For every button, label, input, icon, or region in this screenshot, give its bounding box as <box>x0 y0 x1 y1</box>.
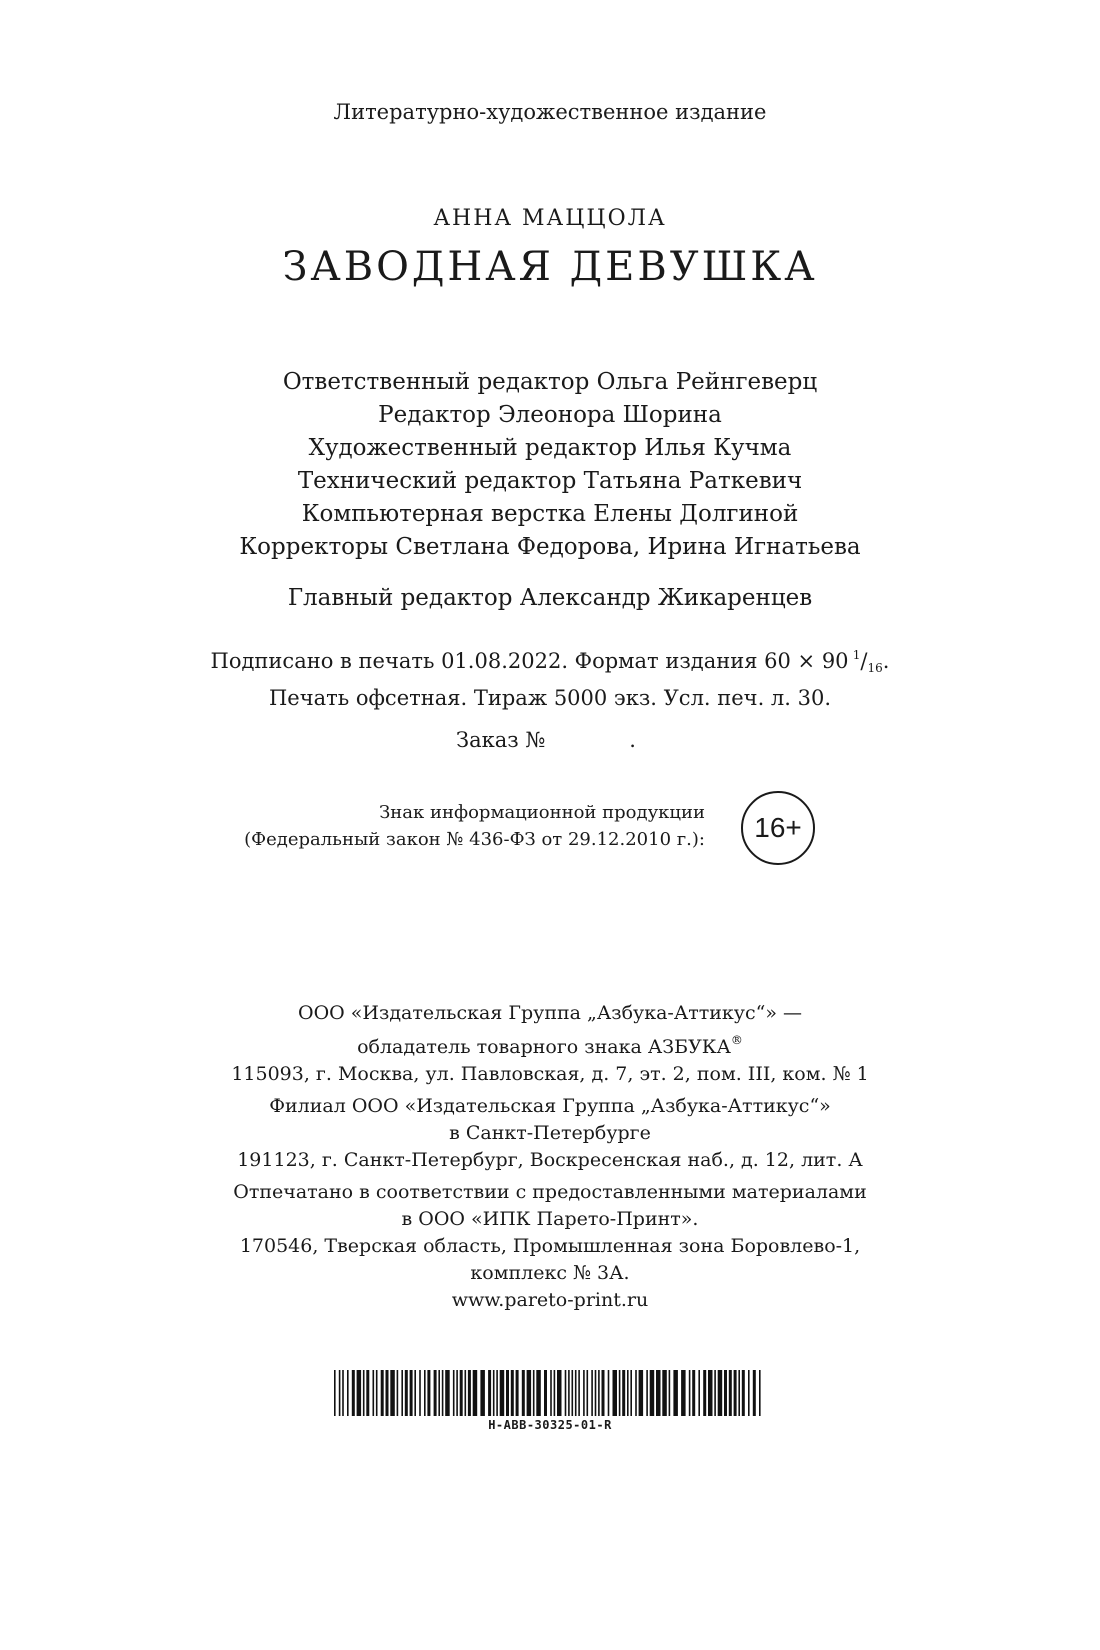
barcode-bar <box>445 1370 450 1416</box>
barcode-bar <box>557 1370 562 1416</box>
barcode-bar <box>619 1370 621 1416</box>
fraction-denominator: 16 <box>867 661 883 675</box>
barcode-bar <box>595 1370 597 1416</box>
staff-line: Технический редактор Татьяна Раткевич <box>297 468 803 494</box>
barcode <box>330 1370 770 1432</box>
barcode-bar <box>587 1370 589 1416</box>
barcode-bar <box>460 1370 463 1416</box>
printer-website: www.pareto-print.ru <box>451 1289 649 1311</box>
barcode-bar <box>639 1370 644 1416</box>
barcode-bar <box>347 1370 349 1416</box>
barcode-bar <box>342 1370 344 1416</box>
barcode-bar <box>339 1370 341 1416</box>
barcode-bar <box>669 1370 671 1416</box>
barcode-bar <box>689 1370 691 1416</box>
barcode-bar <box>646 1370 648 1416</box>
barcode-bar <box>734 1370 737 1416</box>
staff-line: Редактор Элеонора Шорина <box>378 402 722 428</box>
barcode-bar <box>714 1370 716 1416</box>
barcode-bar <box>493 1370 495 1416</box>
barcode-bar <box>390 1370 395 1416</box>
barcode-bar <box>718 1370 723 1416</box>
barcode-bar <box>681 1370 686 1416</box>
barcode-bar <box>366 1370 369 1416</box>
barcode-bar <box>575 1370 577 1416</box>
publisher-address: 115093, г. Москва, ул. Павловская, д. 7, эт. 2, пом. III, ком. № 1 <box>231 1063 869 1085</box>
barcode-bar <box>453 1370 455 1416</box>
barcode-bar <box>473 1370 478 1416</box>
barcode-bar <box>352 1370 355 1416</box>
barcode-bar <box>759 1370 761 1416</box>
printer-line: Отпечатано в соответствии с предоставленными материалами <box>233 1181 867 1203</box>
barcode-bar <box>724 1370 727 1416</box>
barcode-bar <box>536 1370 541 1416</box>
barcode-bar <box>692 1370 695 1416</box>
format-text: Подписано в печать 01.08.2022. Формат издания 60 × 90 <box>210 649 849 673</box>
chief-editor: Главный редактор Александр Жикаренцев <box>287 585 813 611</box>
barcode-bar <box>662 1370 667 1416</box>
barcode-bar <box>598 1370 600 1416</box>
age-rating-badge: 16+ <box>741 791 815 865</box>
barcode-bar <box>376 1370 378 1416</box>
barcode-bar <box>516 1370 519 1416</box>
barcode-bar <box>613 1370 618 1416</box>
barcode-text: H-ABB-30325-01-R <box>488 1418 612 1432</box>
barcode-bar <box>591 1370 593 1416</box>
barcode-bar <box>427 1370 430 1416</box>
fraction-numerator: 1 <box>852 648 861 662</box>
barcode-bar <box>748 1370 750 1416</box>
barcode-bar <box>729 1370 732 1416</box>
barcode-bar <box>434 1370 437 1416</box>
barcode-bar <box>608 1370 610 1416</box>
barcode-bar <box>583 1370 585 1416</box>
author-name: АННА МАЦЦОЛА <box>433 206 667 231</box>
publisher-line <box>0 1027 1100 1061</box>
printer-address: комплекс № 3А. <box>470 1262 630 1284</box>
printer-address: 170546, Тверская область, Промышленная зона Боровлево-1, <box>239 1235 861 1257</box>
barcode-bar <box>568 1370 570 1416</box>
barcode-bar <box>405 1370 408 1416</box>
barcode-bar <box>334 1370 336 1416</box>
barcode-bar <box>480 1370 485 1416</box>
barcode-bar <box>465 1370 467 1416</box>
barcode-bar <box>397 1370 399 1416</box>
barcode-bar <box>424 1370 426 1416</box>
barcode-bar <box>622 1370 625 1416</box>
barcode-bar <box>506 1370 509 1416</box>
print-line: Подписано в печать 01.08.2022. Формат издания 60 × 90 $^1/_{16}$. <box>210 648 890 675</box>
barcode-bar <box>511 1370 514 1416</box>
info-mark-line: (Федеральный закон № 436-ФЗ от 29.12.2010 г.): <box>244 829 705 850</box>
barcode-bar <box>673 1370 678 1416</box>
barcode-bar <box>753 1370 756 1416</box>
branch-address: 191123, г. Санкт-Петербург, Воскресенская наб., д. 12, лит. А <box>237 1149 863 1171</box>
barcode-bar <box>635 1370 637 1416</box>
staff-line: Художественный редактор Илья Кучма <box>308 435 792 461</box>
branch-line: в Санкт-Петербурге <box>449 1122 651 1144</box>
barcode-bar <box>456 1370 458 1416</box>
branch-line: Филиал ООО «Издательская Группа „Азбука-Аттикус“» <box>269 1095 831 1117</box>
info-mark-text <box>244 799 705 853</box>
barcode-bar <box>442 1370 444 1416</box>
barcode-bar <box>500 1370 505 1416</box>
staff-line: Ответственный редактор Ольга Рейнгеверц <box>282 369 818 395</box>
barcode-bar <box>627 1370 629 1416</box>
barcode-bar <box>708 1370 713 1416</box>
barcode-bar <box>550 1370 552 1416</box>
barcode-bar <box>572 1370 574 1416</box>
printer-line: в ООО «ИПК Парето-Принт». <box>401 1208 699 1230</box>
order-end: . <box>629 728 636 752</box>
barcode-bar <box>438 1370 440 1416</box>
barcode-bar <box>414 1370 416 1416</box>
barcode-bar <box>650 1370 655 1416</box>
staff-line: Корректоры Светлана Федорова, Ирина Игнатьева <box>239 534 861 560</box>
staff-list <box>0 366 1100 564</box>
barcode-bar <box>363 1370 365 1416</box>
barcode-bar <box>703 1370 706 1416</box>
barcode-bar <box>401 1370 403 1416</box>
barcode-icon <box>330 1370 770 1416</box>
barcode-bar <box>602 1370 605 1416</box>
info-mark-line: Знак информационной продукции <box>379 802 705 823</box>
trademark-text: обладатель товарного знака АЗБУКА <box>357 1036 731 1058</box>
barcode-bar <box>468 1370 471 1416</box>
barcode-bar <box>630 1370 632 1416</box>
barcode-bar <box>544 1370 547 1416</box>
barcode-bar <box>527 1370 532 1416</box>
barcode-bar <box>488 1370 491 1416</box>
barcode-bar <box>357 1370 362 1416</box>
publisher-block <box>0 1000 1100 1314</box>
barcode-bar <box>533 1370 535 1416</box>
print-line: Печать офсетная. Тираж 5000 экз. Усл. печ. л. 30. <box>268 686 832 710</box>
barcode-bar <box>410 1370 413 1416</box>
book-title: ЗАВОДНАЯ ДЕВУШКА <box>282 244 818 290</box>
barcode-bar <box>656 1370 661 1416</box>
barcode-bar <box>738 1370 740 1416</box>
staff-line: Компьютерная верстка Елены Долгиной <box>301 501 799 527</box>
barcode-bar <box>578 1370 580 1416</box>
barcode-bar <box>373 1370 375 1416</box>
barcode-bar <box>381 1370 384 1416</box>
barcode-bar <box>554 1370 556 1416</box>
barcode-bar <box>419 1370 421 1416</box>
print-info <box>0 640 1100 713</box>
registered-mark: ® <box>730 1033 743 1047</box>
barcode-bar <box>522 1370 525 1416</box>
barcode-bar <box>565 1370 567 1416</box>
order-line <box>456 728 636 752</box>
order-label: Заказ № <box>456 728 546 752</box>
publisher-line: ООО «Издательская Группа „Азбука-Аттикус“» — <box>298 1002 802 1024</box>
genre-line: Литературно-художественное издание <box>333 100 767 124</box>
barcode-bar <box>386 1370 389 1416</box>
barcode-bar <box>742 1370 745 1416</box>
barcode-bar <box>698 1370 700 1416</box>
barcode-bar <box>496 1370 498 1416</box>
